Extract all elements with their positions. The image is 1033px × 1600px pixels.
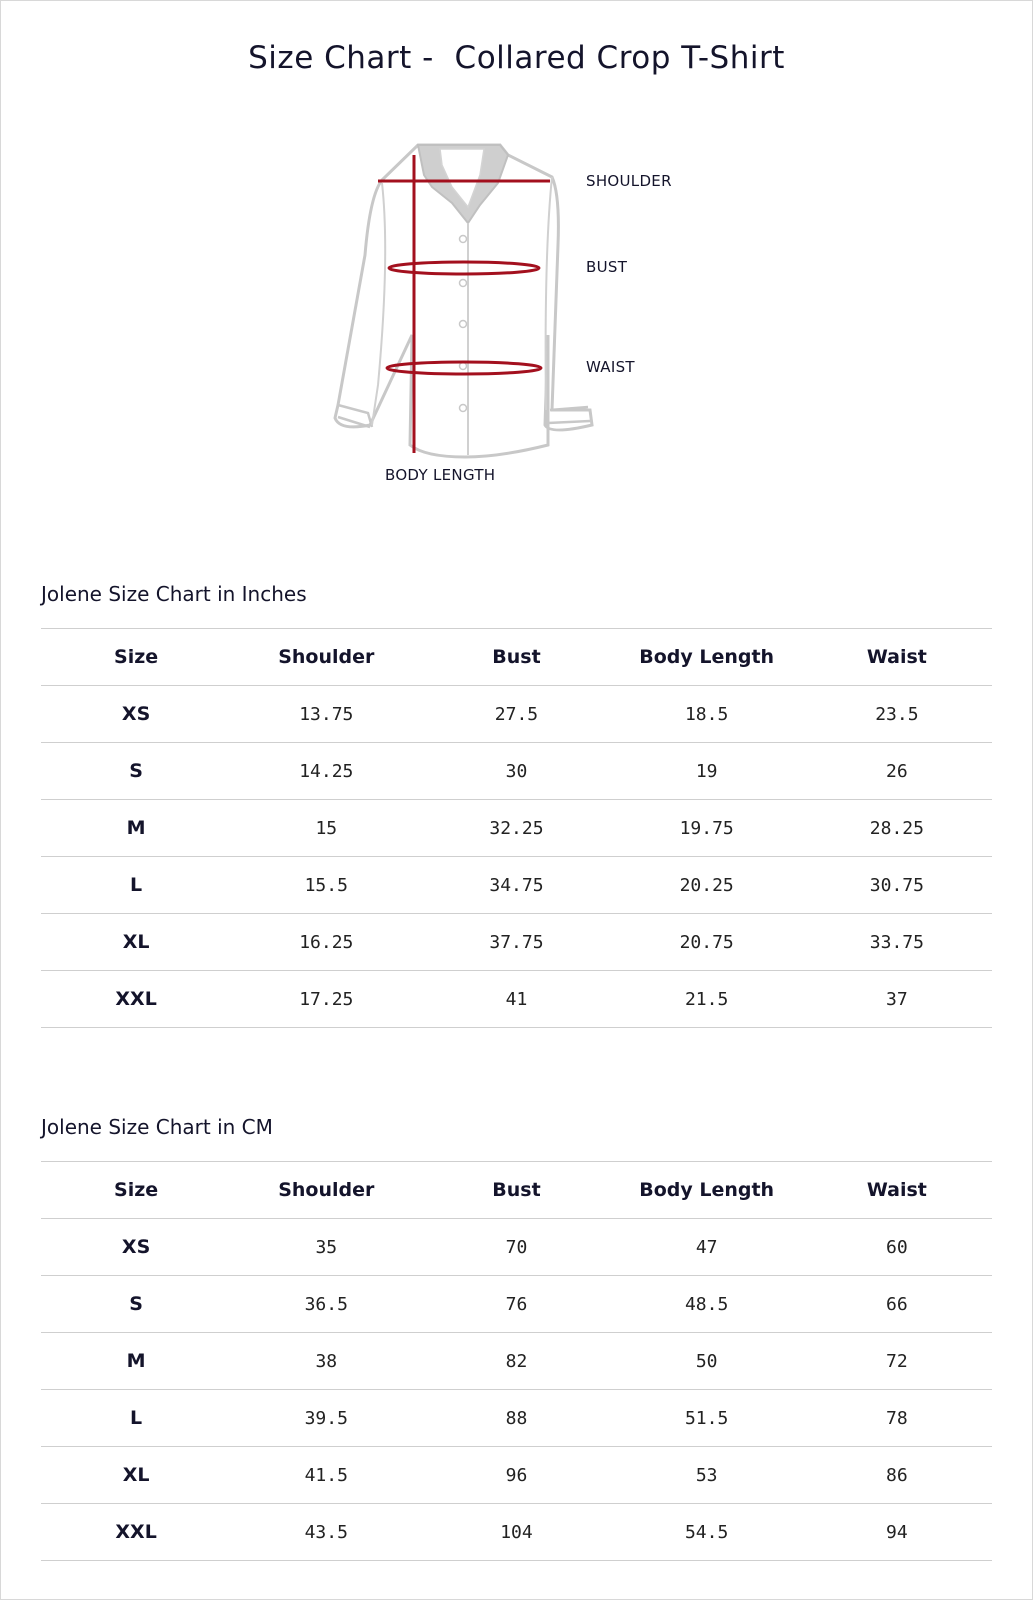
- shoulder-label: SHOULDER: [586, 172, 672, 190]
- waist-cell: 33.75: [802, 914, 992, 971]
- table-row: [41, 1447, 992, 1504]
- shoulder-cell: 17.25: [231, 971, 421, 1028]
- column-header-body-length: Body Length: [612, 629, 802, 686]
- cm-size-table: [41, 1161, 992, 1561]
- waist-label: WAIST: [586, 358, 635, 376]
- shoulder-cell: 16.25: [231, 914, 421, 971]
- body-length-cell: 51.5: [612, 1390, 802, 1447]
- waist-cell: 78: [802, 1390, 992, 1447]
- bust-cell: 70: [421, 1219, 611, 1276]
- column-header-shoulder: Shoulder: [231, 1162, 421, 1219]
- body-length-cell: 21.5: [612, 971, 802, 1028]
- column-header-waist: Waist: [802, 1162, 992, 1219]
- cm-section-title: Jolene Size Chart in CM: [41, 1115, 273, 1139]
- column-header-bust: Bust: [421, 1162, 611, 1219]
- size-cell: L: [41, 1390, 231, 1447]
- shoulder-cell: 41.5: [231, 1447, 421, 1504]
- shoulder-cell: 43.5: [231, 1504, 421, 1561]
- waist-cell: 86: [802, 1447, 992, 1504]
- bust-cell: 32.25: [421, 800, 611, 857]
- size-cell: XS: [41, 686, 231, 743]
- button-5: [460, 405, 467, 412]
- button-3: [460, 321, 467, 328]
- waist-cell: 37: [802, 971, 992, 1028]
- shirt-illustration: [320, 135, 720, 505]
- bust-cell: 41: [421, 971, 611, 1028]
- column-header-shoulder: Shoulder: [231, 629, 421, 686]
- waist-cell: 23.5: [802, 686, 992, 743]
- size-cell: XXL: [41, 1504, 231, 1561]
- page-title: Size Chart - Collared Crop T-Shirt: [248, 40, 785, 76]
- bust-cell: 88: [421, 1390, 611, 1447]
- size-cell: L: [41, 857, 231, 914]
- bust-cell: 37.75: [421, 914, 611, 971]
- body-length-cell: 54.5: [612, 1504, 802, 1561]
- shoulder-cell: 13.75: [231, 686, 421, 743]
- bust-cell: 27.5: [421, 686, 611, 743]
- bust-cell: 104: [421, 1504, 611, 1561]
- shoulder-cell: 38: [231, 1333, 421, 1390]
- size-cell: XXL: [41, 971, 231, 1028]
- table-row: [41, 1504, 992, 1561]
- table-row: [41, 857, 992, 914]
- bust-cell: 96: [421, 1447, 611, 1504]
- column-header-size: Size: [41, 629, 231, 686]
- shoulder-cell: 35: [231, 1219, 421, 1276]
- bust-cell: 76: [421, 1276, 611, 1333]
- table-row: [41, 800, 992, 857]
- shoulder-cell: 15.5: [231, 857, 421, 914]
- body-length-label: BODY LENGTH: [385, 466, 496, 484]
- waist-cell: 94: [802, 1504, 992, 1561]
- table-row: [41, 971, 992, 1028]
- bust-cell: 30: [421, 743, 611, 800]
- body-length-cell: 18.5: [612, 686, 802, 743]
- size-cell: XL: [41, 1447, 231, 1504]
- table-row: [41, 1390, 992, 1447]
- body-length-cell: 19: [612, 743, 802, 800]
- inches-size-table: [41, 628, 992, 1028]
- column-header-size: Size: [41, 1162, 231, 1219]
- column-header-waist: Waist: [802, 629, 992, 686]
- size-cell: M: [41, 800, 231, 857]
- table-row: [41, 1219, 992, 1276]
- waist-cell: 28.25: [802, 800, 992, 857]
- waist-cell: 30.75: [802, 857, 992, 914]
- bust-cell: 82: [421, 1333, 611, 1390]
- bust-label: BUST: [586, 258, 628, 276]
- shoulder-cell: 39.5: [231, 1390, 421, 1447]
- body-length-cell: 48.5: [612, 1276, 802, 1333]
- body-length-cell: 47: [612, 1219, 802, 1276]
- waist-cell: 66: [802, 1276, 992, 1333]
- waist-cell: 72: [802, 1333, 992, 1390]
- shoulder-cell: 14.25: [231, 743, 421, 800]
- body-length-cell: 50: [612, 1333, 802, 1390]
- column-header-body-length: Body Length: [612, 1162, 802, 1219]
- table-header-row: [41, 1162, 992, 1219]
- table-row: [41, 686, 992, 743]
- size-cell: S: [41, 743, 231, 800]
- size-cell: XS: [41, 1219, 231, 1276]
- table-row: [41, 1333, 992, 1390]
- body-length-cell: 20.25: [612, 857, 802, 914]
- table-row: [41, 743, 992, 800]
- column-header-bust: Bust: [421, 629, 611, 686]
- size-cell: XL: [41, 914, 231, 971]
- button-4: [460, 363, 467, 370]
- waist-cell: 26: [802, 743, 992, 800]
- bust-cell: 34.75: [421, 857, 611, 914]
- waist-cell: 60: [802, 1219, 992, 1276]
- inches-section-title: Jolene Size Chart in Inches: [41, 582, 307, 606]
- size-cell: S: [41, 1276, 231, 1333]
- body-length-cell: 53: [612, 1447, 802, 1504]
- shoulder-cell: 36.5: [231, 1276, 421, 1333]
- button-1: [460, 236, 467, 243]
- table-header-row: [41, 629, 992, 686]
- table-row: [41, 914, 992, 971]
- garment-diagram: [320, 135, 720, 505]
- body-length-cell: 19.75: [612, 800, 802, 857]
- size-cell: M: [41, 1333, 231, 1390]
- shoulder-cell: 15: [231, 800, 421, 857]
- body-length-cell: 20.75: [612, 914, 802, 971]
- button-2: [460, 280, 467, 287]
- table-row: [41, 1276, 992, 1333]
